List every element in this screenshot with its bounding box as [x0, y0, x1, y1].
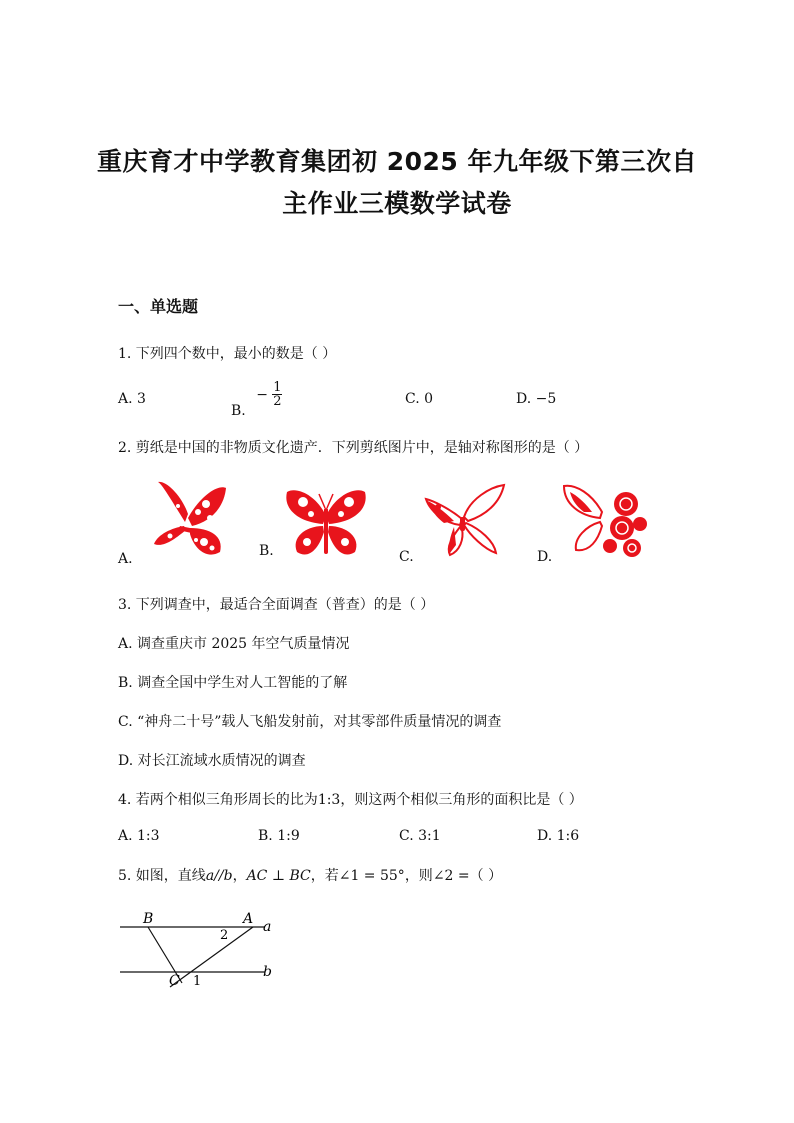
q2-option-d: D.	[537, 549, 553, 565]
butterfly-image-b	[283, 486, 369, 560]
label-b-point: B	[143, 911, 154, 927]
q3-option-a: A. 调查重庆市 2025 年空气质量情况	[118, 636, 350, 652]
label-line-a: a	[263, 919, 272, 935]
q1-option-b	[231, 380, 282, 419]
q5-text-mid2: ，则	[404, 868, 433, 884]
q2-option-c: C.	[399, 549, 414, 565]
q3-option-c: C. “神舟二十号”载人飞船发射前，对其零部件质量情况的调查	[118, 714, 502, 730]
section-heading: 一、单选题	[118, 297, 199, 316]
q1-option-c: C. 0	[405, 391, 434, 407]
q4-option-b: B. 1:9	[258, 828, 300, 844]
q4-ratio: 1:3	[317, 792, 341, 808]
q1-option-a: A. 3	[118, 391, 146, 407]
label-angle-1: 1	[193, 974, 202, 989]
q4-text-pre: 4. 若两个相似三角形周长的比为	[118, 792, 318, 808]
page-title-line1: 重庆育才中学教育集团初 2025 年九年级下第三次自	[97, 147, 697, 176]
butterfly-image-a	[140, 478, 230, 566]
q4-option-d: D. 1:6	[537, 828, 580, 844]
question-1: 1. 下列四个数中，最小的数是（ ）	[118, 346, 337, 362]
q5-angle2: ∠2 =	[432, 868, 470, 884]
q5-text-mid: ，若	[310, 868, 339, 884]
fraction-denominator: 2	[273, 394, 282, 409]
butterfly-image-c	[424, 483, 508, 557]
label-c-point: C	[169, 973, 180, 989]
q5-geometry-figure	[110, 905, 290, 995]
q4-option-c: C. 3:1	[399, 828, 441, 844]
q2-option-a: A.	[118, 551, 133, 567]
question-5	[118, 865, 502, 885]
q4-text-post: ，则这两个相似三角形的面积比是（ ）	[340, 792, 583, 808]
q1-option-b-sign: −	[256, 386, 268, 403]
label-angle-2: 2	[220, 928, 229, 943]
q3-option-d: D. 对长江流域水质情况的调查	[118, 753, 306, 769]
q5-perpendicular: AC ⊥ BC	[246, 868, 311, 884]
q5-angle1: ∠1 = 55°	[338, 868, 405, 884]
q3-option-b: B. 调查全国中学生对人工智能的了解	[118, 675, 348, 691]
label-a-point: A	[243, 911, 254, 927]
label-line-b: b	[263, 964, 272, 980]
q2-option-b: B.	[259, 543, 274, 559]
q5-text-pre: 5. 如图，直线	[118, 868, 206, 884]
q5-parallel: a//b	[205, 868, 233, 884]
fraction-numerator: 1	[273, 380, 282, 395]
question-4	[118, 789, 583, 809]
question-3: 3. 下列调查中，最适合全面调查（普查）的是（ ）	[118, 597, 435, 613]
q1-option-b-fraction	[272, 381, 282, 408]
butterfly-image-d	[562, 482, 648, 562]
question-2: 2. 剪纸是中国的非物质文化遗产．下列剪纸图片中，是轴对称图形的是（ ）	[118, 440, 589, 456]
q5-text-post: （ ）	[469, 868, 503, 884]
page-title-line2: 主作业三模数学试卷	[282, 189, 512, 218]
q1-option-b-label: B.	[231, 402, 246, 419]
q5-sep: ，	[232, 868, 247, 884]
q1-option-d: D. −5	[516, 391, 557, 407]
segment-ac	[170, 927, 253, 987]
q4-option-a: A. 1:3	[118, 828, 160, 844]
